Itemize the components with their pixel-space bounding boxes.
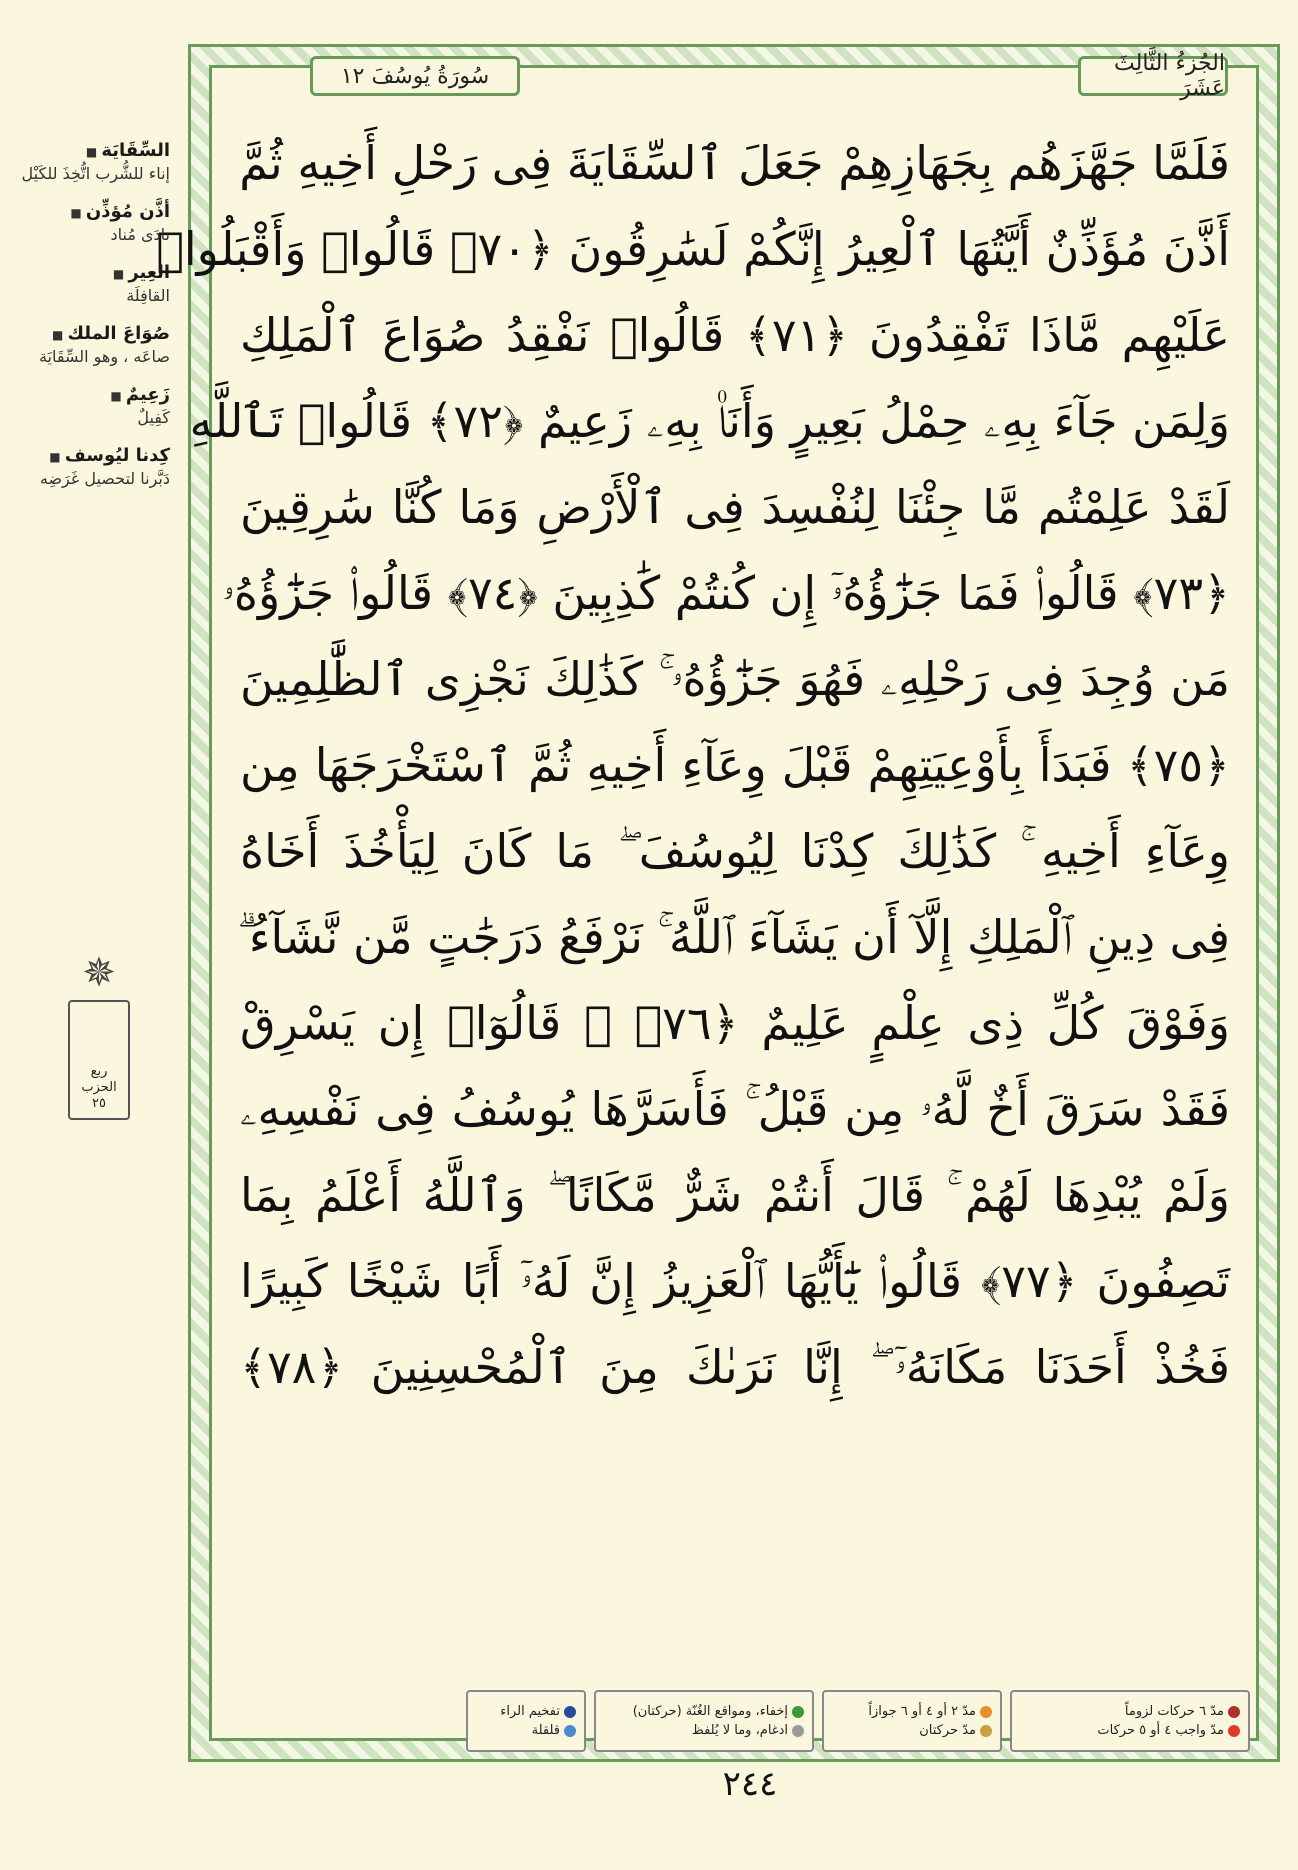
note-item	[18, 445, 170, 492]
note-meaning: إناء للشُّرب اتُّخِذَ للكَيْل	[21, 164, 170, 183]
text-line: ﴿٧٥﴾ فَبَدَأَ بِأَوْعِيَتِهِمْ قَبْلَ وِعَآءِ أَخِيهِ ثُمَّ ٱسْتَخْرَجَهَا مِن	[240, 738, 1230, 792]
note-item	[18, 384, 170, 431]
legend-box	[822, 1690, 1002, 1752]
surah-title: سُورَةُ يُوسُفَ ١٢	[310, 56, 520, 96]
legend-item: تفخيم الراء	[476, 1704, 576, 1719]
legend-item: مدّ ٢ أو ٤ أو ٦ جوازاً	[832, 1704, 992, 1719]
legend-item: مدّ حركتان	[832, 1723, 992, 1738]
note-item	[18, 323, 170, 370]
color-dot-icon	[792, 1725, 804, 1737]
text-line: تَصِفُونَ ﴿٧٧﴾ قَالُوا۟ يَٰٓأَيُّهَا ٱلْعَزِيزُ إِنَّ لَهُۥٓ أَبًا شَيْخًا كَبِيرًا	[240, 1254, 1230, 1308]
note-item	[18, 140, 170, 187]
note-word: السِّقَايَة ■	[18, 140, 170, 161]
note-word: العِير ■	[18, 262, 170, 283]
legend-box	[466, 1690, 586, 1752]
hizb-label: الحزب	[81, 1080, 117, 1095]
note-meaning: كَفِيلٌ	[137, 408, 170, 427]
text-line: وَفَوْقَ كُلِّ ذِى عِلْمٍ عَلِيمٌ ﴿٧٦﴾ ۞ قَالُوٓا۟ إِن يَسْرِقْ	[240, 996, 1230, 1050]
page-header	[200, 51, 1268, 102]
note-item	[18, 262, 170, 309]
legend-box	[1010, 1690, 1250, 1752]
note-meaning: نادَى مُناد	[110, 225, 170, 244]
note-meaning: صاعَه ، وهو السِّقَايَة	[38, 347, 170, 366]
color-dot-icon	[564, 1706, 576, 1718]
note-item	[18, 201, 170, 248]
color-dot-icon	[980, 1725, 992, 1737]
juz-title: الجُزءُ الثَّالِثَ عَشَرَ	[1078, 56, 1228, 96]
text-line: وَلِمَن جَآءَ بِهِۦ حِمْلُ بَعِيرٍ وَأَنَا۠ بِهِۦ زَعِيمٌ ﴿٧٢﴾ قَالُوا۟ تَٱللَّهِ	[189, 394, 1230, 448]
hizb-label: ربع	[90, 1064, 108, 1079]
text-line: فَخُذْ أَحَدَنَا مَكَانَهُۥٓ ۖ إِنَّا نَرَىٰكَ مِنَ ٱلْمُحْسِنِينَ ﴿٧٨﴾	[240, 1340, 1230, 1394]
hizb-marker	[68, 1000, 130, 1120]
color-dot-icon	[564, 1725, 576, 1737]
text-line: مَن وُجِدَ فِى رَحْلِهِۦ فَهُوَ جَزَٰٓؤُهُۥ ۚ كَذَٰلِكَ نَجْزِى ٱلظَّٰلِمِينَ	[240, 652, 1230, 706]
color-dot-icon	[792, 1706, 804, 1718]
text-line: فَلَمَّا جَهَّزَهُم بِجَهَازِهِمْ جَعَلَ ٱلسِّقَايَةَ فِى رَحْلِ أَخِيهِ ثُمَّ	[239, 136, 1230, 190]
legend-item: مدّ ٦ حركات لزوماً	[1020, 1704, 1240, 1719]
text-line: ﴿٧٣﴾ قَالُوا۟ فَمَا جَزَٰٓؤُهُۥٓ إِن كُنتُمْ كَٰذِبِينَ ﴿٧٤﴾ قَالُوا۟ جَزَٰٓؤُهُۥ	[222, 566, 1230, 620]
text-line: فَقَدْ سَرَقَ أَخٌ لَّهُۥ مِن قَبْلُ ۚ فَأَسَرَّهَا يُوسُفُ فِى نَفْسِهِۦ	[240, 1082, 1230, 1136]
note-word: زَعِيمٌ ■	[18, 384, 170, 405]
text-line: أَذَّنَ مُؤَذِّنٌ أَيَّتُهَا ٱلْعِيرُ إِنَّكُمْ لَسَٰرِقُونَ ﴿٧٠﴾ قَالُوا۟ وَأَقْبَلُوا۟	[156, 222, 1230, 276]
legend-box	[594, 1690, 814, 1752]
hizb-number: ٢٥	[92, 1096, 106, 1111]
text-line: وِعَآءِ أَخِيهِ ۚ كَذَٰلِكَ كِدْنَا لِيُوسُفَ ۖ مَا كَانَ لِيَأْخُذَ أَخَاهُ	[240, 824, 1230, 878]
color-dot-icon	[980, 1706, 992, 1718]
legend-item: إخفاء، ومواقع الغُنّة (حركتان)	[604, 1704, 804, 1719]
verse-text	[156, 120, 1230, 1680]
note-word: صُوَاعَ الملك ■	[18, 323, 170, 344]
text-line: فِى دِينِ ٱلْمَلِكِ إِلَّآ أَن يَشَآءَ ٱللَّهُ ۚ نَرْفَعُ دَرَجَٰتٍ مَّن نَّشَآءُ ۗ	[237, 910, 1230, 964]
color-dot-icon	[1228, 1725, 1240, 1737]
text-line: لَقَدْ عَلِمْتُم مَّا جِئْنَا لِنُفْسِدَ فِى ٱلْأَرْضِ وَمَا كُنَّا سَٰرِقِينَ	[240, 480, 1230, 534]
text-line: عَلَيْهِم مَّاذَا تَفْقِدُونَ ﴿٧١﴾ قَالُوا۟ نَفْقِدُ صُوَاعَ ٱلْمَلِكِ	[240, 308, 1230, 362]
color-dot-icon	[1228, 1706, 1240, 1718]
legend-item: ادغام، وما لا يُلفظ	[604, 1723, 804, 1738]
hizb-ornament-icon: ✵	[82, 950, 116, 996]
page-number: ٢٤٤	[722, 1764, 778, 1804]
legend-item: قلقلة	[476, 1723, 576, 1738]
legend-item: مدّ واجب ٤ أو ٥ حركات	[1020, 1723, 1240, 1738]
note-word: كِدنا ليُوسف ■	[18, 445, 170, 466]
note-word: أذَّن مُؤذِّن ■	[18, 201, 170, 222]
margin-notes	[18, 140, 170, 506]
note-meaning: القافِلَة	[126, 286, 170, 305]
tajweed-legend	[440, 1690, 1250, 1752]
note-meaning: دَبَّرنا لتحصيل غَرَضِه	[39, 469, 170, 488]
text-line: وَلَمْ يُبْدِهَا لَهُمْ ۚ قَالَ أَنتُمْ شَرٌّ مَّكَانًا ۖ وَٱللَّهُ أَعْلَمُ بِمَا	[240, 1168, 1230, 1222]
